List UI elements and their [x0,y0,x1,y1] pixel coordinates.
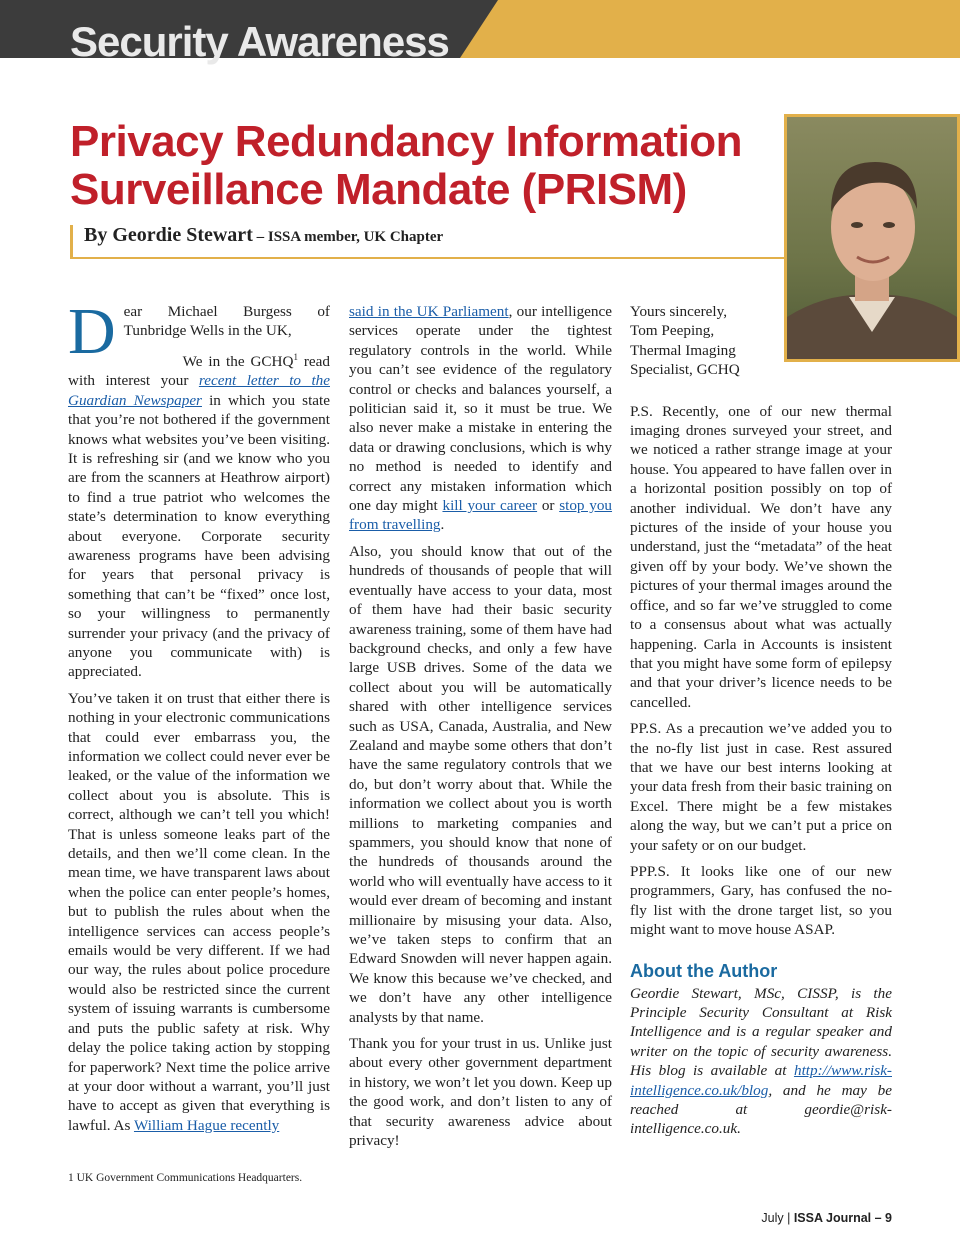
body-text: or [537,497,560,515]
byline [84,224,443,247]
body-paragraph [68,348,330,682]
footer-journal: ISSA Journal – 9 [793,1211,892,1225]
body-text: , our intelligence services operate under the tightest regulatory controls in the world. While you can’t see evidence of the regulatory control or checks and balances yourself, a politician said it, so it must be true. We also never make a mistake in entering the data or drawing conclusions, which is why no method is needed to identify and correct any mistaken information which one day might [349,303,612,515]
drop-cap: D [68,295,116,368]
body-text: . [440,516,445,534]
body-paragraph [349,302,612,535]
section-title: Security Awareness [70,18,449,65]
footer-separator: | [783,1211,794,1225]
body-paragraph: Also, you should know that out of the hundreds of thousands of people that will eventually have access to your data, most of them have had their basic security awareness training, some of them have had background checks, and only a few have large USB drives. Some of the data we collect about you will be automatically shared with other intelligence services such as USA, Canada, Australia, and New Zealand and maybe some others that don’t have the same regulatory controls that we do, but don’t worry about that. While the information we collect about you is worth millions to marketing companies and spammers, you should know that none of the hundreds of thousands around the world who will eventually have access to it would ever dream of becoming and instant millionaire by misusing your data. Also, we’ve taken steps to confirm that an Edward Snowden will never happen again. We know this because we’ve checked, and we don’t have any other intelligence analysts by that name. [349,542,612,1026]
footnote: 1 UK Government Communications Headquarters. [68,1172,303,1184]
blog-link[interactable]: http://www.risk-intelligence.co.uk/blog [630,1062,892,1099]
kill-career-link[interactable]: kill your career [442,497,538,515]
article-column-1 [68,295,330,1142]
body-text: You’ve taken it on trust that either there is nothing in your electronic communications that could ever embarrass you, the information we collect could never ever be leaked, or the value of the information we collect about you is absolute. This is correct, although we can’t tell you which! That is unless someone leaks part of the details, and then we’ll come clean. In the mean time, we have transparent laws about when the police can enter people’s homes, but to publish the rules about when the intelligence services can access people’s emails would be very different. If we had our way, the rules about police procedure would also be restricted since the current system of issuing warrants is cumbersome and puts the public safety at risk. Why delay the police taking action by stopping for paperwork? Next time the police arrive at your door without a warrant, you’ll just have to accept as given that everything is lawful. As [68,689,330,1134]
about-text: Geordie Stewart, MSc, CISSP, is the Principle Security Consultant at Risk Intelligence and is a regular speaker and writer on the topic of security awareness. His blog is available at [630,984,892,1080]
body-paragraph: Thank you for your trust in us. Unlike just about every other government department in history, we won’t let you down. Keep up the good work, and don’t listen to any of that security awareness advice about privacy! [349,1035,612,1150]
postscript-paragraph: PP.S. As a precaution we’ve added you to the no-fly list just in case. Rest assured that we have our best interns looking at your data fresh from their basic training on Excel. There might be a few mistakes along the way, but we can’t put a price on your safety or on our budget. [630,720,892,854]
body-paragraph [68,689,330,1135]
salutation-text: ear Michael Burgess of Tunbridge Wells in the UK, [123,303,330,340]
byline-accent-bar [70,225,73,257]
headline-line-1: Privacy Redundancy Information [70,117,743,166]
body-text: in which you state that you’re not bothered if the government knows what websites you’ve been visiting. It is refreshing sir (and we know who you are from the scanners at Heathrow airport) to find a true patriot who welcomes the state’s determination to know everything about everyone. Corporate security awareness programs have been advising for years that personal privacy is something that can’t be “fixed” once lost, so your willingness to permanently surrender your privacy (and the privacy of anyone you communicate with) is appreciated. [68,391,330,681]
footer-month: July [761,1211,784,1225]
guardian-letter-link[interactable]: recent letter to the Guardian Newspaper [68,372,330,409]
page-footer [761,1211,892,1225]
body-text: read with interest your [68,352,330,390]
signature-block [630,302,892,380]
about-author-body [630,984,892,1139]
about-author-heading: About the Author [630,960,778,981]
body-text: We in the GCHQ [182,352,294,370]
byline-author: By Geordie Stewart [84,224,253,246]
article-headline [70,118,770,214]
signature-line: Thermal Imaging [630,341,736,359]
signature-line: Yours sincerely, [630,303,728,320]
signature-line: Tom Peeping, [630,322,715,340]
parliament-link[interactable]: said in the UK Parliament [349,303,509,320]
william-hague-link[interactable]: William Hague recently [133,1116,280,1134]
article-column-3 [630,302,892,1146]
signature-line: Specialist, GCHQ [630,361,740,379]
byline-affiliation: – ISSA member, UK Chapter [252,229,444,245]
stop-travelling-link[interactable]: stop you from travelling [349,497,613,534]
article-column-2 [349,302,612,1157]
headline-line-2: Surveillance Mandate (PRISM) [70,165,687,214]
postscript-paragraph: PPP.S. It looks like one of our new programmers, Gary, has confused the no-fly list with the drone target list, so you might want to move house ASAP. [630,862,892,939]
postscript-paragraph: P.S. Recently, one of our new thermal imaging drones surveyed your street, and we noticed a rather strange image at your house. You appeared to have fallen over in a horizontal position possibly on top of another individual. We don’t have any pictures of the inside of your house you understand, just the “metadata” of the heat given off by your body. We’ve shown the pictures of your thermal images around the office, and so far we’ve struggled to come to a consensus about what was actually happening. Carla in Accounts is insistent that you might have some form of epilepsy and that your driver’s licence needs to be cancelled. [630,402,892,711]
about-text: , and he may be reached at geordie@risk-intelligence.co.uk. [630,1081,892,1138]
footnote-marker: 1 [293,351,298,362]
